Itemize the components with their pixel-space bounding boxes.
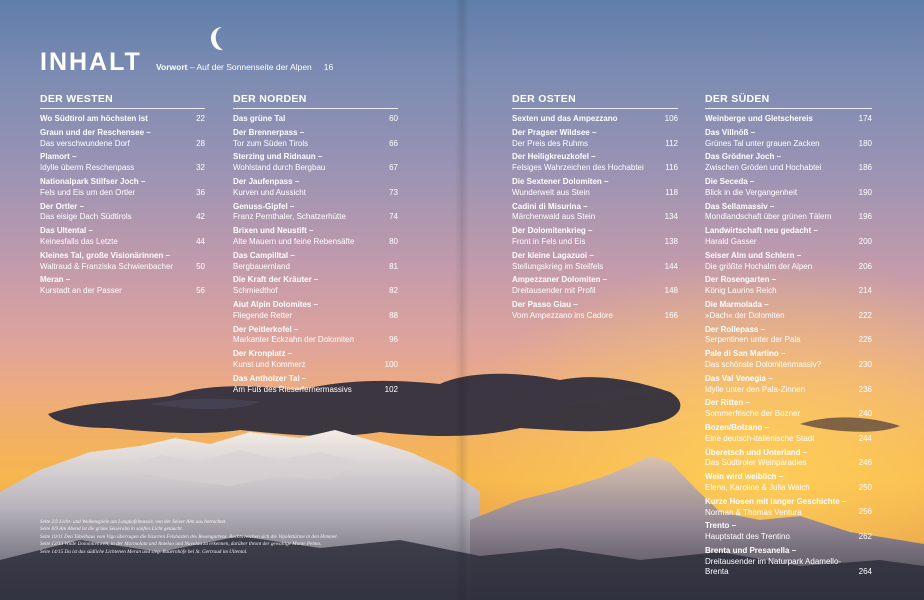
toc-entry [512, 128, 678, 149]
toc-entry-subtitle: Sommerfrische der Bozner [705, 409, 801, 419]
toc-entry-page: 196 [858, 212, 872, 222]
toc-entry-subtitle: Der Preis des Ruhms [512, 138, 589, 148]
toc-entry-title: Überetsch und Unterland – [705, 447, 808, 457]
toc-entry [233, 275, 398, 296]
toc-entry-title: Der Kronplatz – [233, 349, 293, 359]
foreword-subtitle: – Auf der Sonnenseite der Alpen [187, 62, 312, 72]
toc-entry-subtitle: Wohlstand durch Bergbau [233, 163, 326, 173]
toc-entry [512, 114, 678, 125]
toc-entry-title: Die Marmolada – [705, 300, 769, 310]
toc-entry-title: Ampezzaner Dolomiten – [512, 275, 608, 285]
toc-entry-title: Der Ritten – [705, 398, 750, 408]
toc-entry-page: 174 [858, 114, 872, 123]
toc-entry-title: Das Villnöß – [705, 127, 756, 137]
toc-entry-page: 222 [858, 310, 872, 320]
toc-column-south [705, 114, 872, 581]
toc-entry [705, 497, 872, 518]
toc-entry-title: Genuss-Gipfel – [233, 201, 295, 211]
toc-entry-page: 112 [665, 138, 678, 148]
toc-entry-subtitle: Das schönste Dolomitenmassiv? [705, 359, 822, 369]
toc-entry-title: Das Campilltal – [233, 250, 295, 260]
toc-entry-page: 118 [665, 187, 678, 197]
toc-entry [705, 226, 872, 247]
toc-entry [705, 177, 872, 198]
foreword-page: 16 [323, 62, 334, 72]
toc-entry [705, 114, 872, 125]
toc-entry [705, 423, 872, 444]
section-rule-east [512, 108, 678, 109]
toc-entry-title: Weinberge und Gletschereis [705, 114, 813, 123]
toc-entry-page: 50 [196, 261, 205, 271]
toc-column-east [512, 114, 678, 325]
toc-entry-page: 56 [196, 286, 205, 296]
toc-entry-title: Trento – [705, 521, 737, 531]
toc-entry-subtitle: Idylle überm Reschenpass [40, 163, 135, 173]
toc-entry-title: Der Heiligkreuzkofel – [512, 152, 596, 162]
toc-entry [705, 349, 872, 370]
toc-entry [512, 251, 678, 272]
toc-entry-subtitle: Kunst und Kommerz [233, 359, 306, 369]
toc-entry-title: Meran – [40, 275, 71, 285]
toc-entry-page: 214 [858, 286, 872, 296]
toc-entry-page: 250 [858, 482, 872, 492]
toc-entry-subtitle: Schmiedthof [233, 286, 278, 296]
toc-entry-title: Kleines Tal, große Visionärinnen – [40, 250, 170, 260]
photo-caption: Seite 10/11 Den Tabelhaus vom Vigo überragen die bizarren Felsbasten des Rosengartens. Rechts reichen sich die Vajolettürme in den Himmel. [40, 533, 338, 540]
toc-entry [40, 251, 205, 272]
toc-entry-title: Pale di San Martino – [705, 349, 786, 359]
toc-entry-page: 67 [389, 163, 398, 173]
toc-entry [512, 202, 678, 223]
toc-entry [705, 251, 872, 272]
photo-caption: Seite 14/15 Da ist das südliche Lichtenen Meran und sieg. Bauernhöfe bei St. Gertraud im Ultental. [40, 548, 248, 555]
toc-entry-title: Wo Südtirol am höchsten ist [40, 114, 148, 123]
toc-entry-title: Das grüne Tal [233, 114, 286, 123]
toc-entry [40, 152, 205, 173]
toc-entry [705, 325, 872, 346]
toc-entry-subtitle: Dreitausender mit Profil [512, 286, 596, 296]
toc-entry-page: 226 [858, 335, 872, 345]
toc-entry-page: 36 [196, 187, 205, 197]
toc-entry [705, 275, 872, 296]
toc-entry-subtitle: Front in Fels und Eis [512, 236, 586, 246]
toc-entry-title: Der Pragser Wildsee – [512, 127, 597, 137]
toc-entry-subtitle: Grünes Tal unter grauen Zacken [705, 138, 820, 148]
toc-entry-page: 42 [196, 212, 205, 222]
toc-entry-subtitle: Hauptstadt des Trentino [705, 532, 790, 542]
toc-entry [233, 152, 398, 173]
toc-entry-page: 244 [858, 433, 872, 443]
section-heading-south: DER SÜDEN [705, 93, 770, 105]
toc-entry [512, 152, 678, 173]
toc-entry-title: Der Rosengarten – [705, 275, 777, 285]
toc-entry-page: 264 [858, 567, 872, 577]
toc-entry-subtitle: Dreitausender im Naturpark Adamello-Brenta [705, 556, 842, 577]
toc-entry [233, 374, 398, 395]
section-rule-north [233, 108, 398, 109]
toc-entry-page: 190 [858, 187, 872, 197]
photo-captions [40, 519, 338, 556]
toc-entry-subtitle: Harald Gasser [705, 236, 757, 246]
toc-entry-title: Der Brennerpass – [233, 127, 305, 137]
toc-entry-subtitle: Am Fuß des Rieserfernermassivs [233, 384, 352, 394]
toc-entry-page: 144 [664, 261, 678, 271]
toc-entry-title: Cadini di Misurina – [512, 201, 588, 211]
section-rule-west [40, 108, 205, 109]
toc-entry [233, 251, 398, 272]
toc-entry-page: 134 [664, 212, 678, 222]
toc-entry-page: 180 [858, 138, 872, 148]
toc-entry-page: 116 [665, 163, 678, 173]
toc-entry [233, 114, 398, 125]
toc-entry [705, 300, 872, 321]
toc-entry-title: Die Seceda – [705, 177, 755, 187]
toc-column-north [233, 114, 398, 398]
toc-entry-subtitle: Waltraud & Franziska Schwienbacher [40, 261, 174, 271]
toc-entry-page: 96 [389, 335, 398, 345]
toc-entry-page: 102 [384, 384, 398, 394]
toc-entry-subtitle: Märchenwald aus Stein [512, 212, 596, 222]
toc-entry-subtitle: Die größte Hochalm der Alpen [705, 261, 813, 271]
toc-entry-title: Wein wird weiblich – [705, 472, 784, 482]
toc-entry-title: Bozen/Bolzano – [705, 423, 770, 433]
toc-entry-subtitle: Felsiges Wahrzeichen des Hochabtei [512, 163, 644, 173]
toc-entry-title: Sterzing und Ridnaun – [233, 152, 323, 162]
toc-entry-subtitle: Vom Ampezzano ins Cadore [512, 310, 613, 320]
toc-entry-page: 230 [858, 359, 872, 369]
toc-entry [40, 128, 205, 149]
toc-entry-title: Sexten und das Ampezzano [512, 114, 618, 123]
toc-entry-page: 200 [858, 236, 872, 246]
toc-entry-subtitle: Mondlandschaft über grünen Tälern [705, 212, 832, 222]
toc-entry [705, 202, 872, 223]
foreword-entry [156, 62, 333, 72]
toc-entry-page: 22 [196, 114, 205, 123]
toc-entry [233, 300, 398, 321]
toc-entry-page: 138 [664, 236, 678, 246]
toc-entry-page: 246 [858, 458, 872, 468]
toc-entry [233, 202, 398, 223]
toc-entry-subtitle: Das verschwundene Dorf [40, 138, 130, 148]
toc-entry-subtitle: Fliegende Retter [233, 310, 293, 320]
toc-entry-page: 88 [389, 310, 398, 320]
toc-entry-subtitle: Das Südtiroler Weinparadies [705, 458, 807, 468]
toc-entry-page: 74 [389, 212, 398, 222]
toc-entry-title: Der Rollepass – [705, 324, 766, 334]
toc-entry-page: 148 [664, 286, 678, 296]
toc-entry-subtitle: Stellungskrieg im Steilfels [512, 261, 604, 271]
foreword-title: Vorwort [156, 62, 188, 72]
toc-entry [705, 374, 872, 395]
toc-entry [233, 177, 398, 198]
toc-entry-subtitle: König Laurins Reich [705, 286, 777, 296]
toc-entry-title: Plamort – [40, 152, 77, 162]
toc-entry-subtitle: Fels und Eis um den Ortler [40, 187, 136, 197]
section-rule-south [705, 108, 872, 109]
toc-entry [233, 349, 398, 370]
toc-entry-subtitle: Idylle unter den Pala-Zinnen [705, 384, 806, 394]
toc-entry-title: Das Ultental – [40, 226, 93, 236]
toc-entry-page: 80 [389, 236, 398, 246]
toc-entry [705, 448, 872, 469]
toc-entry-page: 100 [384, 359, 398, 369]
toc-entry [40, 114, 205, 125]
toc-entry-page: 32 [196, 163, 205, 173]
toc-entry [512, 275, 678, 296]
toc-entry-page: 81 [389, 261, 398, 271]
toc-entry-subtitle: Wunderwelt aus Stein [512, 187, 590, 197]
toc-entry-title: Das Grödner Joch – [705, 152, 782, 162]
toc-entry [40, 275, 205, 296]
photo-caption: Seite 2/3 Licht- und Wolkenspiele am Langkofelmassiv, von der Seiser Alm aus betrachtet [40, 519, 226, 525]
section-heading-west: DER WESTEN [40, 93, 114, 105]
toc-entry-subtitle: Eine deutsch-italienische Stadt [705, 433, 815, 443]
toc-entry-page: 262 [858, 532, 872, 542]
crescent-moon-icon [210, 26, 234, 52]
toc-entry-title: Der Passo Giau – [512, 300, 578, 310]
toc-entry-page: 166 [664, 310, 678, 320]
toc-entry [40, 226, 205, 247]
toc-entry-title: Landwirtschaft neu gedacht – [705, 226, 818, 236]
toc-entry-subtitle: Das eisige Dach Südtirols [40, 212, 132, 222]
toc-entry [705, 128, 872, 149]
toc-entry-page: 28 [196, 138, 205, 148]
photo-caption: Seite 8/9 Am Abend ist die grüne Seiseralm in sanftes Licht getaucht. [40, 526, 184, 533]
toc-entry-subtitle: Franz Pernthaler, Schatzerhütte [233, 212, 346, 222]
toc-entry [512, 226, 678, 247]
toc-entry-subtitle: Elena, Karoline & Julia Walch [705, 482, 810, 492]
toc-entry-subtitle: Zwischen Gröden und Hochabtei [705, 163, 822, 173]
page-gutter [455, 0, 469, 600]
toc-entry-subtitle: Blick in die Vergangenheit [705, 187, 798, 197]
toc-entry-page: 240 [858, 409, 872, 419]
toc-entry-page: 73 [389, 187, 398, 197]
toc-entry-title: Der kleine Lagazuoi – [512, 250, 594, 260]
toc-entry [233, 325, 398, 346]
toc-entry-title: Der Jaufenpass – [233, 177, 300, 187]
toc-entry-title: Das Val Venegia – [705, 373, 773, 383]
toc-entry-title: Der Peitlerkofel – [233, 324, 299, 334]
toc-entry-title: Der Dolomitenkrieg – [512, 226, 593, 236]
toc-entry-page: 256 [858, 507, 872, 517]
toc-entry [705, 152, 872, 173]
toc-entry-title: Graun und der Reschensee – [40, 127, 151, 137]
toc-entry [40, 177, 205, 198]
toc-entry-subtitle: Kurven und Aussicht [233, 187, 306, 197]
toc-entry-title: Das Sellamassiv – [705, 201, 775, 211]
toc-entry-title: Der Ortler – [40, 201, 85, 211]
toc-entry [705, 521, 872, 542]
toc-entry [512, 177, 678, 198]
toc-entry-page: 82 [389, 286, 398, 296]
toc-entry-subtitle: Keinesfalls das Letzte [40, 236, 118, 246]
toc-entry [512, 300, 678, 321]
toc-entry-title: Aiut Alpin Dolomites – [233, 300, 319, 310]
toc-entry-title: Die Kraft der Kräuter – [233, 275, 319, 285]
toc-entry [233, 226, 398, 247]
toc-entry [40, 202, 205, 223]
toc-entry-title: Brenta und Presanella – [705, 545, 797, 555]
toc-entry-title: Seiser Alm und Schlern – [705, 250, 802, 260]
toc-entry-subtitle: Alte Mauern und feine Rebensäfte [233, 236, 355, 246]
toc-entry-title: Nationalpark Stilfser Joch – [40, 177, 146, 187]
toc-entry-subtitle: Norman & Thomas Ventura [705, 507, 802, 517]
toc-entry-subtitle: Markanter Eckzahn der Dolomiten [233, 335, 354, 345]
section-heading-east: DER OSTEN [512, 93, 576, 105]
toc-entry-title: Kurze Hosen mit langer Geschichte – [705, 496, 847, 506]
toc-entry [705, 472, 872, 493]
toc-entry-page: 106 [664, 114, 678, 123]
toc-entry-title: Brixen und Neustift – [233, 226, 314, 236]
photo-caption: Seite 12/13 Wilde Dolomitenwelt, in der Marmolata und Antelao und Nuvolau zu erkennen, darüber thront der gewaltige Monte Pelmo. [40, 541, 322, 548]
toc-entry-page: 66 [389, 138, 398, 148]
toc-entry-page: 206 [858, 261, 872, 271]
toc-entry [705, 398, 872, 419]
toc-entry-subtitle: Bergbauernland [233, 261, 290, 271]
toc-entry-page: 44 [196, 236, 205, 246]
toc-entry [233, 128, 398, 149]
section-heading-north: DER NORDEN [233, 93, 307, 105]
page-title: INHALT [40, 48, 142, 76]
toc-entry-subtitle: »Dach« der Dolomiten [705, 310, 785, 320]
toc-column-west [40, 114, 205, 300]
toc-entry-subtitle: Tor zum Süden Tirols [233, 138, 309, 148]
toc-entry-page: 236 [858, 384, 872, 394]
toc-entry-page: 60 [389, 114, 398, 123]
toc-entry-subtitle: Serpentinen unter der Pala [705, 335, 801, 345]
toc-entry-title: Die Sextener Dolomiten – [512, 177, 609, 187]
toc-entry [705, 546, 872, 578]
toc-entry-page: 186 [858, 163, 872, 173]
toc-entry-title: Das Antholzer Tal – [233, 373, 307, 383]
toc-entry-subtitle: Kurstadt an der Passer [40, 286, 122, 296]
